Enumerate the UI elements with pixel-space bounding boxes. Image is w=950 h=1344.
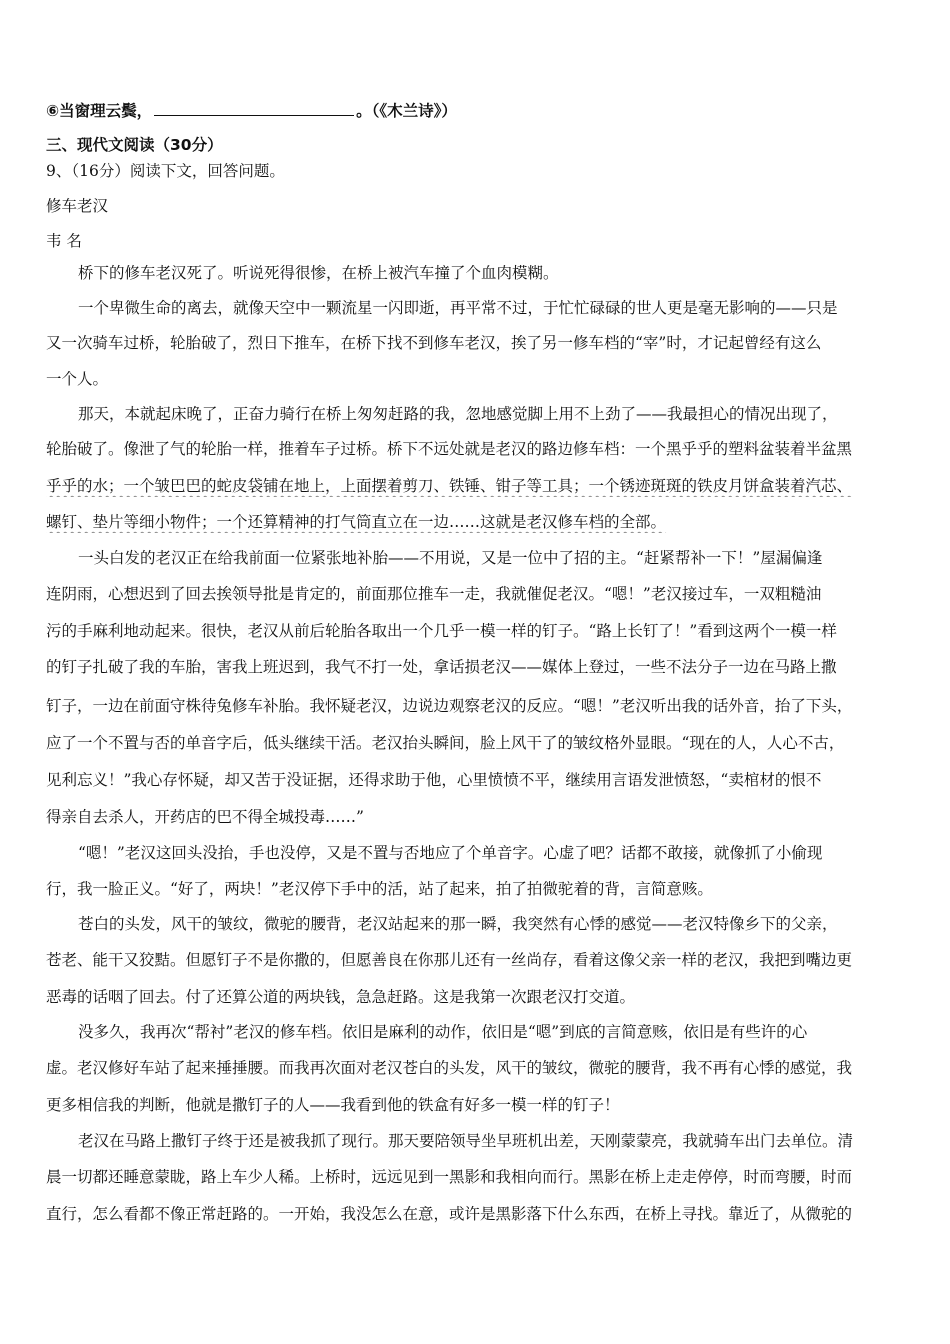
article-line: 一个人。 [46,370,109,388]
article-line: 一个卑微生命的离去，就像天空中一颗流星一闪即逝，再平常不过，于忙忙碌碌的世人更是毫无影响的——只是 [78,299,838,317]
article-line: 虚。老汉修好车站了起来捶捶腰。而我再次面对老汉苍白的头发，风干的皱纹，微驼的腰背，我不再有心悸的感觉，我 [46,1059,853,1077]
article-line: 得亲自去杀人，开药店的巴不得全城投毒……” [46,808,364,826]
question-9-prompt: 9、（16分）阅读下文，回答问题。 [46,162,285,180]
article-line: 污的手麻利地动起来。很快，老汉从前后轮胎各取出一个几乎一模一样的钉子。“路上长钉了！”看到这两个一模一样 [46,622,837,640]
article-line: 的钉子扎破了我的车胎，害我上班迟到，我气不打一处，拿话损老汉——媒体上登过，一些不法分子一边在马路上撒 [46,658,837,676]
section-title: 三、现代文阅读（30分） [46,136,223,154]
article-line-underlined: 乎乎的水；一个皱巴巴的蛇皮袋铺在地上，上面摆着剪刀、铁锤、钳子等工具；一个锈迹斑斑的铁皮月饼盒装着汽芯、 [46,477,853,495]
article-title: 修车老汉 [46,197,109,215]
article-line: “嗯！”老汉这回头没抬，手也没停，又是不置与否地应了个单音字。心虚了吧？话都不敢接，就像抓了小偷现 [78,844,823,862]
article-line: 行，我一脸正义。“好了，两块！”老汉停下手中的活，站了起来，拍了拍微驼着的背，言简意赅。 [46,880,713,898]
article-line: 又一次骑车过桥，轮胎破了，烈日下推车，在桥下找不到修车老汉，挨了另一修车档的“宰”时，才记起曾经有这么 [46,334,822,352]
article-line: 钉子，一边在前面守株待兔修车补胎。我怀疑老汉，边说边观察老汉的反应。“嗯！”老汉听出我的话外音，抬了下头， [46,697,853,715]
article-line: 苍老、能干又狡黠。但愿钉子不是你撒的，但愿善良在你那儿还有一丝尚存，看着这像父亲一样的老汉，我把到嘴边更 [46,951,853,969]
article-author: 韦 名 [46,232,82,250]
answer-blank[interactable] [154,101,354,116]
article-line: 直行，怎么看都不像正常赶路的。一开始，我没怎么在意，或许是黑影落下什么东西，在桥上寻找。靠近了，从微驼的 [46,1205,853,1223]
article-line: 苍白的头发，风干的皱纹，微驼的腰背，老汉站起来的那一瞬，我突然有心悸的感觉——老汉特像乡下的父亲， [78,915,838,933]
article-line: 晨一切都还睡意蒙眬，路上车少人稀。上桥时，远远见到一黑影和我相向而行。黑影在桥上走走停停，时而弯腰，时而 [46,1168,853,1186]
article-line: 连阴雨，心想迟到了回去挨领导批是肯定的，前面那位推车一走，我就催促老汉。“嗯！”老汉接过车，一双粗糙油 [46,585,822,603]
article-line: 桥下的修车老汉死了。听说死得很惨，在桥上被汽车撞了个血肉模糊。 [78,264,559,282]
article-line: 没多久，我再次“帮衬”老汉的修车档。依旧是麻利的动作，依旧是“嗯”到底的言简意赅，依旧是有些许的心 [78,1023,808,1041]
article-line: 应了一个不置与否的单音字后，低头继续干活。老汉抬头瞬间，脸上风干了的皱纹格外显眼。“现在的人，人心不古， [46,734,845,752]
article-line: 老汉在马路上撒钉子终于还是被我抓了现行。那天要陪领导坐早班机出差，天刚蒙蒙亮，我就骑车出门去单位。清 [78,1132,854,1150]
article-line: 一头白发的老汉正在给我前面一位紧张地补胎——不用说，又是一位中了招的主。“赶紧帮补一下！”屋漏偏逢 [78,549,823,567]
article-line: 轮胎破了。像泄了气的轮胎一样，推着车子过桥。桥下不远处就是老汉的路边修车档：一个黑乎乎的塑料盆装着半盆黑 [46,440,853,458]
article-line: 那天，本就起床晚了，正奋力骑行在桥上匆匆赶路的我，忽地感觉脚上用不上劲了——我最担心的情况出现了， [78,405,838,423]
article-line: 恶毒的话咽了回去。付了还算公道的两块钱，急急赶路。这是我第一次跟老汉打交道。 [46,988,636,1006]
question-6 [46,100,906,122]
question-6-prefix: ⑥当窗理云鬓， [46,102,153,120]
article-line: 见利忘义！”我心存怀疑，却又苦于没证据，还得求助于他，心里愤愤不平，继续用言语发泄愤怒，“卖棺材的恨不 [46,771,822,789]
article-line: 更多相信我的判断，他就是撒钉子的人——我看到他的铁盒有好多一模一样的钉子！ [46,1096,620,1114]
article-line-underlined: 螺钉、垫片等细小物件；一个还算精神的打气筒直立在一边……这就是老汉修车档的全部。 [46,513,667,531]
question-6-suffix: 。（《木兰诗》） [356,102,457,120]
